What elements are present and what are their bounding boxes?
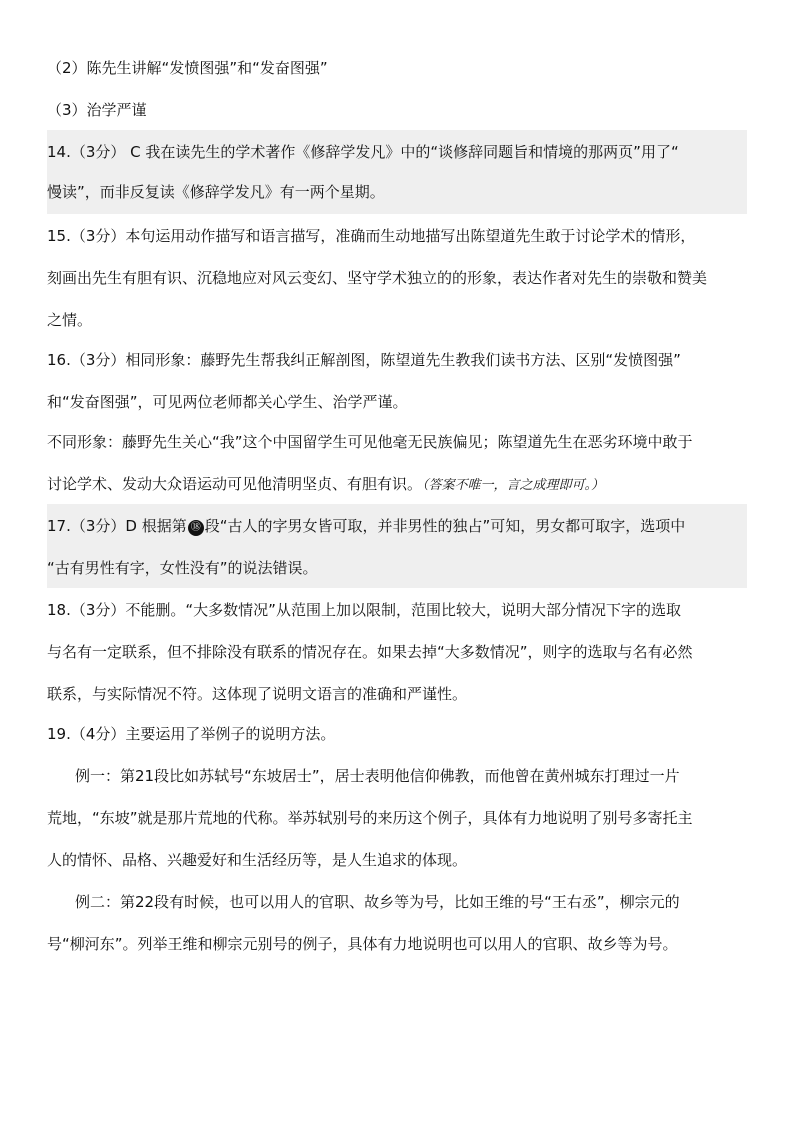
answer-q19-example2-line1: 例二：第22段有时候，也可以用人的官职、故乡等为号，比如王维的号“王右丞”，柳宗元的 (75, 893, 680, 911)
paragraph-number-circle: ⑱ (188, 520, 204, 536)
answer-note: （答案不唯一，言之成理即可。） (422, 478, 605, 493)
answer-q18-line2: 与名有一定联系，但不排除没有联系的情况存在。如果去掉“大多数情况”，则字的选取与名有必然 (47, 643, 693, 661)
answer-q15-line3: 之情。 (47, 311, 93, 329)
answer-q14-line1: 14.（3分） C 我在读先生的学术著作《修辞学发凡》中的“谈修辞同题旨和情境的那两页”用了“ (47, 143, 679, 161)
answer-item-2: （2）陈先生讲解“发愤图强”和“发奋图强” (47, 59, 328, 77)
answer-q15-line1: 15.（3分）本句运用动作描写和语言描写，准确而生动地描写出陈望道先生敢于讨论学术的情形， (47, 227, 696, 245)
answer-q19-line1: 19.（4分）主要运用了举例子的说明方法。 (47, 725, 336, 743)
answer-q19-example1-line1: 例一：第21段比如苏轼号“东坡居士”，居士表明他信仰佛教，而他曾在黄州城东打理过一片 (75, 767, 680, 785)
answer-q17-line1 (47, 516, 747, 537)
answer-q17-rest: 段“古人的字男女皆可取，并非男性的独占”可知，男女都可取字，选项中 (204, 517, 686, 535)
answer-q14-line2: 慢读”，而非反复读《修辞学发凡》有一两个星期。 (47, 183, 385, 201)
answer-q17-prefix: 17.（3分）D 根据第 (47, 517, 187, 535)
answer-q16-line1: 16.（3分）相同形象：藤野先生帮我纠正解剖图，陈望道先生教我们读书方法、区别“发愤图强” (47, 351, 681, 369)
answer-q16-line3: 不同形象：藤野先生关心“我”这个中国留学生可见他毫无民族偏见；陈望道先生在恶劣环境中敢于 (47, 433, 693, 451)
answer-q19-example1-line2: 荒地，“东坡”就是那片荒地的代称。举苏轼别号的来历这个例子，具体有力地说明了别号多寄托主 (47, 809, 693, 827)
answer-q15-line2: 刻画出先生有胆有识、沉稳地应对风云变幻、坚守学术独立的的形象，表达作者对先生的崇敬和赞美 (47, 269, 708, 287)
answer-q16-line4-text: 讨论学术、发动大众语运动可见他清明坚贞、有胆有识。 (47, 475, 423, 493)
answer-q18-line1: 18.（3分）不能删。“大多数情况”从范围上加以限制，范围比较大，说明大部分情况下字的选取 (47, 601, 681, 619)
answer-q16-line4 (47, 474, 747, 496)
answer-q19-example1-line3: 人的情怀、品格、兴趣爱好和生活经历等，是人生追求的体现。 (47, 851, 468, 869)
answer-q17-line2: “古有男性有字，女性没有”的说法错误。 (47, 559, 318, 577)
answer-q19-example2-line2: 号“柳河东”。列举王维和柳宗元别号的例子，具体有力地说明也可以用人的官职、故乡等为号。 (47, 935, 678, 953)
answer-q18-line3: 联系，与实际情况不符。这体现了说明文语言的准确和严谨性。 (47, 685, 468, 703)
answer-item-3: （3）治学严谨 (47, 101, 147, 119)
answer-q16-line2: 和“发奋图强”，可见两位老师都关心学生、治学严谨。 (47, 393, 408, 411)
